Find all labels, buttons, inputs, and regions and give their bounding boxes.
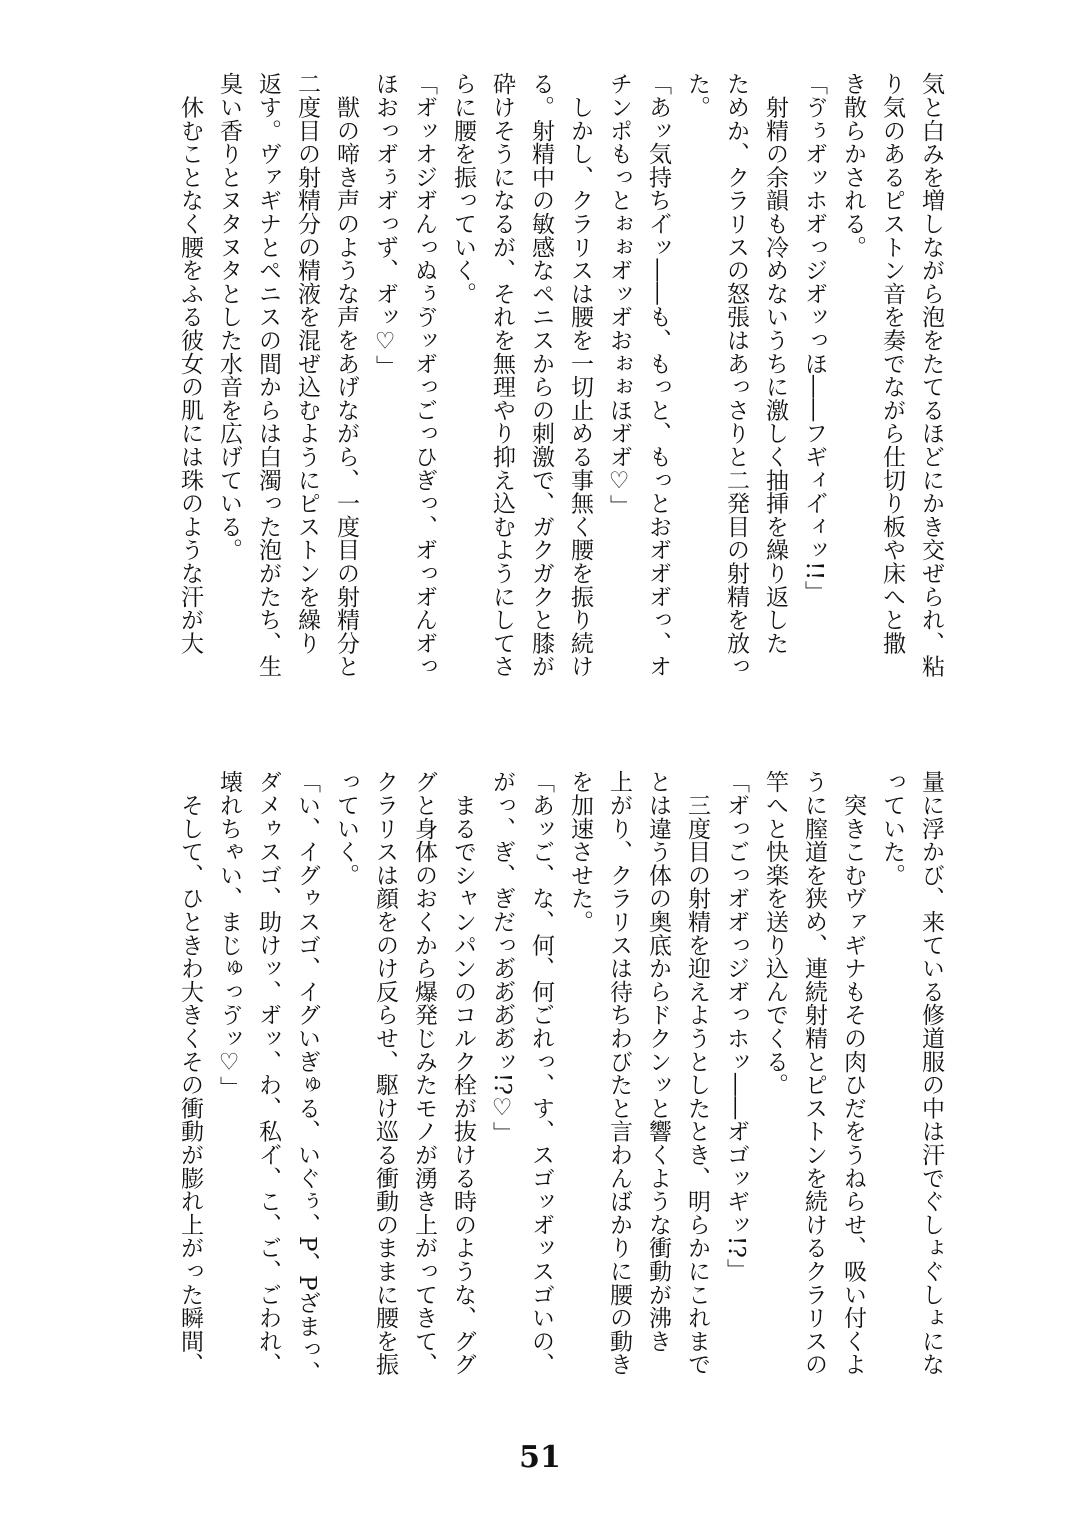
- text-line: そして、ひときわ大きくその衝動が膨れ上がった瞬間、: [177, 770, 203, 1376]
- text-line: っていた。: [879, 770, 905, 887]
- text-line: 獣の啼き声のような声をあげながら、一度目の射精分と: [333, 72, 359, 678]
- text-line: 竿へと快楽を送り込んでくる。: [762, 770, 788, 1097]
- text-line: き散らかされる。: [840, 72, 866, 259]
- text-line: っていく。: [333, 770, 359, 887]
- text-line: を加速させた。: [567, 770, 593, 934]
- text-line: ダメゥスゴ、助けッ、オ゙ッ、わ、私イ゙、こ、ご、ごわれ、: [255, 770, 281, 1376]
- text-line: 気と白みを増しながら泡をたてるほどにかき交ぜられ、粘: [918, 72, 944, 678]
- text-line: 返す。ヴァギナとペニスの間からは白濁った泡がたち、生: [255, 72, 281, 678]
- text-block-upper: [138, 72, 950, 742]
- text-line: しかし、クラリスは腰を一切止める事無く腰を振り続け: [567, 72, 593, 678]
- text-line: た。: [684, 72, 710, 119]
- text-line: 壊れちゃい、まじゅっゔッ♡」: [216, 770, 242, 1100]
- text-line: 「オ゙っごっオ゙オ゙っジオ゙っホッ――オ゙ゴッギッ!?」: [723, 770, 749, 1282]
- text-line: 上がり、クラリスは待ちわびたと言わんばかりに腰の動き: [606, 770, 632, 1376]
- text-line: とは違う体の奥底からドクンッと響くような衝動が沸き: [645, 770, 671, 1353]
- page-number: 51: [519, 1440, 561, 1475]
- text-block-lower: [138, 770, 950, 1440]
- text-line: 「ゔぅオ゙ッホオ゙っジオ゙ッっほ――フギィイ゙ィッ!!」: [801, 72, 827, 604]
- text-line: 休むことなく腰をふる彼女の肌には珠のような汗が大: [177, 72, 203, 655]
- text-line: ほおっオ゙ぅオ゙っず、オ゙ッ♡」: [372, 72, 398, 378]
- text-line: まるでシャンパンのコルク栓が抜ける時のような、ググ: [450, 770, 476, 1376]
- text-line: り気のあるピストン音を奏でながら仕切り板や床へと撒: [879, 72, 905, 655]
- text-line: 「い、イグゥスゴ、イグいぎゅる、いぐぅ、P、Pざまっ、: [294, 770, 320, 1385]
- text-line: 量に浮かび、来ている修道服の中は汗でぐしょぐしょにな: [918, 770, 944, 1376]
- text-line: がっ、ぎ、ぎだっあ゙あ゙あ゙あ゙ッ!?♡」: [489, 770, 515, 1145]
- text-line: 三度目の射精を迎えようとしたとき、明らかにこれまで: [684, 770, 710, 1376]
- text-line: 射精の余韻も冷めないうちに激しく抽挿を繰り返した: [762, 72, 788, 655]
- text-line: らに腰を振っていく。: [450, 72, 476, 305]
- text-line: 「あッご、な、何、何ごれっ、す、スゴッオ゙ッスゴいの、: [528, 770, 554, 1376]
- text-line: 砕けそうになるが、それを無理やり抑え込むようにしてさ: [489, 72, 515, 678]
- text-line: クラリスは顔をのけ反らせ、駆け巡る衝動のままに腰を振: [372, 770, 398, 1376]
- text-line: 突きこむヴァギナもその肉ひだをうねらせ、吸い付くよ: [840, 770, 866, 1376]
- text-line: チンポもっとぉぉオ゙ッオ゙おぉぉほオ゙オ゙♡」: [606, 72, 632, 518]
- text-line: 「オ゙ッオジオ゙んっぬぅゔッオ゙っごっひぎっ、オ゙っオ゙んオ゙っ: [411, 72, 437, 678]
- text-line: グと身体のおくから爆発じみたモノが湧き上がってきて、: [411, 770, 437, 1376]
- text-line: 二度目の射精分の精液を混ぜ込むようにピストンを繰り: [294, 72, 320, 655]
- text-line: る。射精中の敏感なペニスからの刺激で、ガクガクと膝が: [528, 72, 554, 678]
- text-line: ためか、クラリスの怒張はあっさりと二発目の射精を放っ: [723, 72, 749, 678]
- text-line: うに膣道を狭め、連続射精とピストンを続けるクラリスの: [801, 770, 827, 1376]
- text-line: 「あッ気持ちイ゙ッ――も、もっと、もっとおオ゙オ゙オ゙っ、オ: [645, 72, 671, 678]
- text-line: 臭い香りとヌタヌタとした水音を広げている。: [216, 72, 242, 562]
